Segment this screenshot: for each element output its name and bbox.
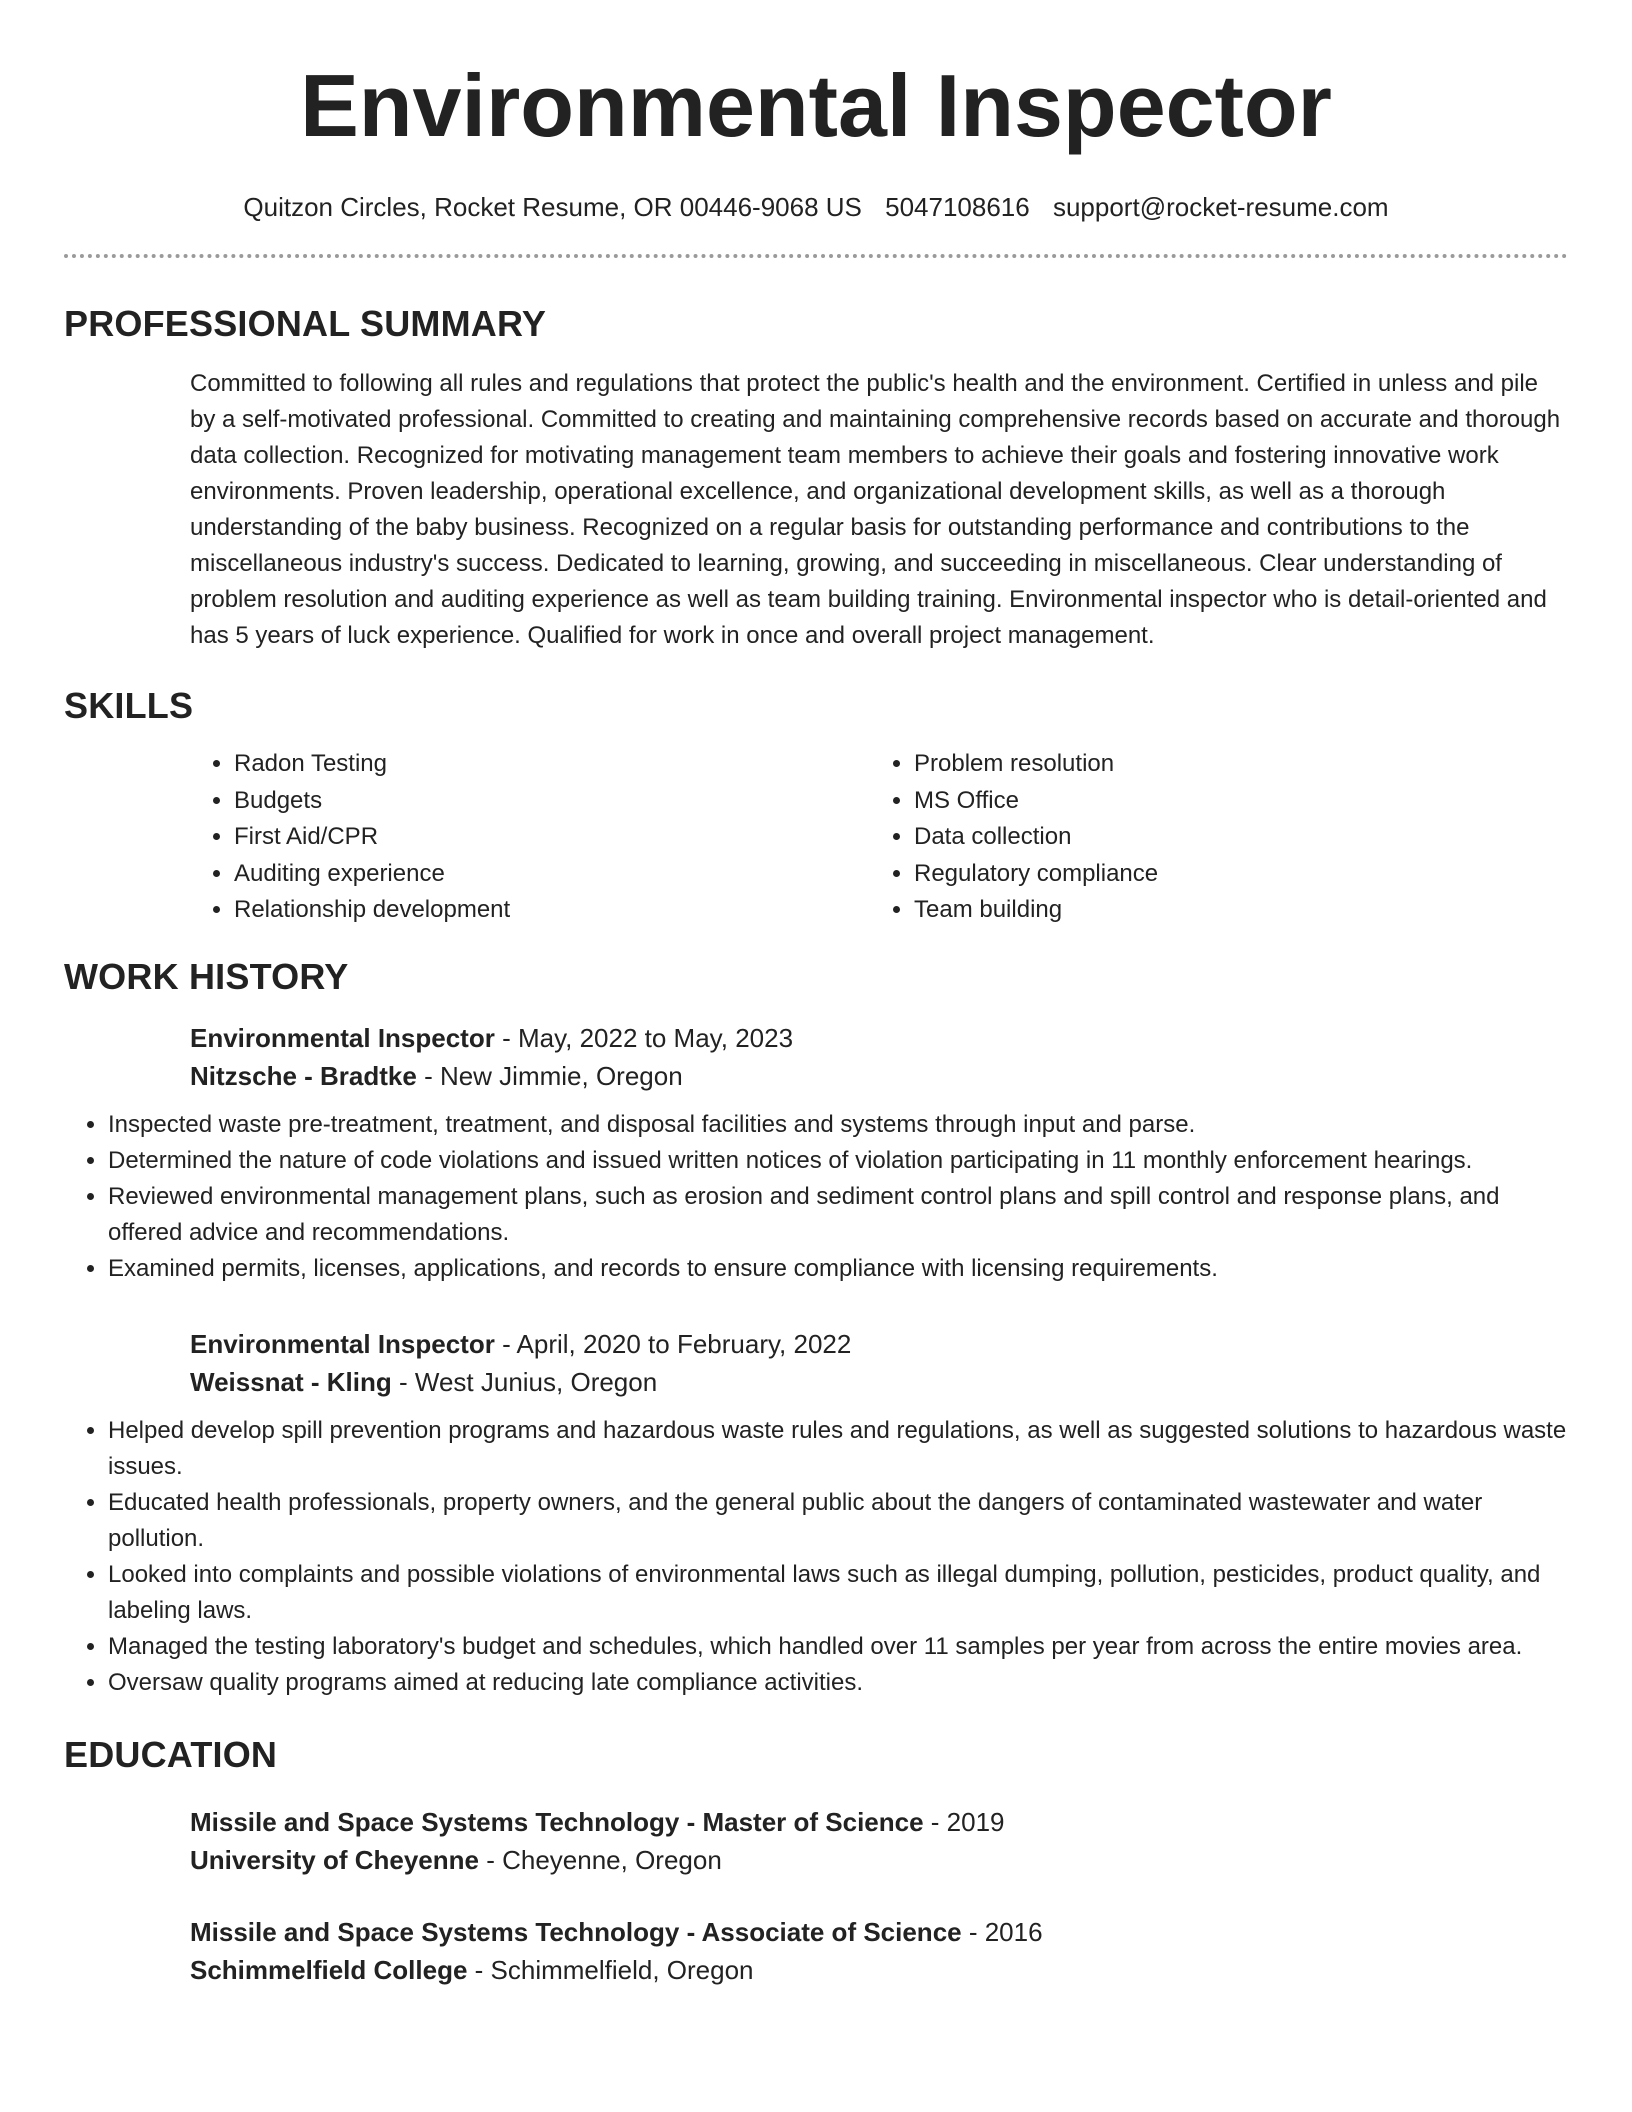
skill-item: • Auditing experience — [234, 856, 870, 893]
education-year: - 2016 — [961, 1916, 1043, 1947]
education-entry — [190, 1803, 1568, 1879]
job-bullet: • Inspected waste pre-treatment, treatment, and disposal facilities and systems through input and parse. — [108, 1107, 1568, 1143]
skills-list — [190, 746, 1568, 929]
job-bullets — [64, 1107, 1568, 1287]
job-bullet: • Educated health professionals, property owners, and the general public about the dangers of contaminated wastewater and water pollution. — [108, 1485, 1568, 1557]
contact-address: Quitzon Circles, Rocket Resume, OR 00446-9068 US — [243, 192, 862, 222]
job-position: Environmental Inspector — [190, 1328, 495, 1359]
skill-item: • Problem resolution — [914, 746, 1158, 783]
job-bullet: • Reviewed environmental management plans, such as erosion and sediment control plans and spill control and response plans, and offered advice and recommendations. — [108, 1179, 1568, 1251]
skill-item: • Regulatory compliance — [914, 856, 1158, 893]
job-dates: - May, 2022 to May, 2023 — [494, 1022, 794, 1053]
job-dates: - April, 2020 to February, 2022 — [494, 1328, 852, 1359]
education-location: - Cheyenne, Oregon — [478, 1844, 722, 1875]
education-degree: Missile and Space Systems Technology - Master of Science — [190, 1806, 924, 1837]
resume-name: Environmental Inspector — [300, 56, 1332, 155]
education-school-line — [190, 1841, 1568, 1879]
work-history-heading: WORK HISTORY — [64, 955, 349, 997]
contact-info — [64, 190, 1568, 224]
skills-column-right — [870, 746, 1158, 929]
education-school-line — [190, 1951, 1568, 1989]
skill-item: • Radon Testing — [234, 746, 870, 783]
contact-phone: 5047108616 — [885, 192, 1030, 222]
job-bullet: • Examined permits, licenses, applications, and records to ensure compliance with licensing requirements. — [108, 1251, 1568, 1287]
job-bullet: • Determined the nature of code violations and issued written notices of violation participating in 11 monthly enforcement hearings. — [108, 1143, 1568, 1179]
job-entry — [190, 1325, 1568, 1401]
summary-heading: PROFESSIONAL SUMMARY — [64, 303, 547, 344]
job-bullets — [64, 1413, 1568, 1701]
job-location: - West Junius, Oregon — [391, 1366, 658, 1397]
job-company-line — [190, 1057, 1568, 1095]
education-heading: EDUCATION — [64, 1733, 278, 1775]
education-degree: Missile and Space Systems Technology - Associate of Science — [190, 1916, 962, 1947]
education-location: - Schimmelfield, Oregon — [467, 1954, 754, 1985]
contact-email: support@rocket-resume.com — [1052, 192, 1389, 222]
job-bullet: • Oversaw quality programs aimed at reducing late compliance activities. — [108, 1665, 1568, 1701]
skill-item: • Relationship development — [234, 892, 870, 929]
education-entry — [190, 1913, 1568, 1989]
job-bullet: • Helped develop spill prevention programs and hazardous waste rules and regulations, as well as suggested solutions to hazardous waste issues. — [108, 1413, 1568, 1485]
skills-column-left — [190, 746, 870, 929]
job-entry — [190, 1019, 1568, 1095]
job-company: Nitzsche - Bradtke — [190, 1060, 417, 1091]
skill-item: • MS Office — [914, 783, 1158, 820]
job-bullet: • Looked into complaints and possible violations of environmental laws such as illegal dumping, pollution, pesticides, product quality, and labeling laws. — [108, 1557, 1568, 1629]
skill-item: • First Aid/CPR — [234, 819, 870, 856]
skill-item: • Team building — [914, 892, 1158, 929]
job-position: Environmental Inspector — [190, 1022, 495, 1053]
job-location: - New Jimmie, Oregon — [416, 1060, 683, 1091]
job-title-line — [190, 1019, 1568, 1057]
skills-heading: SKILLS — [64, 685, 194, 726]
education-degree-line — [190, 1913, 1568, 1951]
job-company-line — [190, 1363, 1568, 1401]
job-title-line — [190, 1325, 1568, 1363]
education-year: - 2019 — [923, 1806, 1005, 1837]
header-divider — [64, 254, 1568, 258]
education-school: Schimmelfield College — [190, 1954, 468, 1985]
education-degree-line — [190, 1803, 1568, 1841]
education-school: University of Cheyenne — [190, 1844, 479, 1875]
skill-item: • Budgets — [234, 783, 870, 820]
job-bullet: • Managed the testing laboratory's budget and schedules, which handled over 11 samples per year from across the entire movies area. — [108, 1629, 1568, 1665]
skill-item: • Data collection — [914, 819, 1158, 856]
job-company: Weissnat - Kling — [190, 1366, 392, 1397]
summary-text: Committed to following all rules and regulations that protect the public's health and the environment. Certified in unless and pile by a self-motivated professional. Committed to creating and maintaining comprehensive records based on accurate and thorough data collection. Recognized for motivating management team members to achieve their goals and fostering innovative work environments. Proven leadership, operational excellence, and organizational development skills, as well as a thorough understanding of the baby business. Recognized on a regular basis for outstanding performance and contributions to the miscellaneous industry's success. Dedicated to learning, growing, and succeeding in miscellaneous. Clear understanding of problem resolution and auditing experience as well as team building training. Environmental inspector who is detail-oriented and has 5 years of luck experience. Qualified for work in once and overall project management. — [190, 370, 1561, 649]
